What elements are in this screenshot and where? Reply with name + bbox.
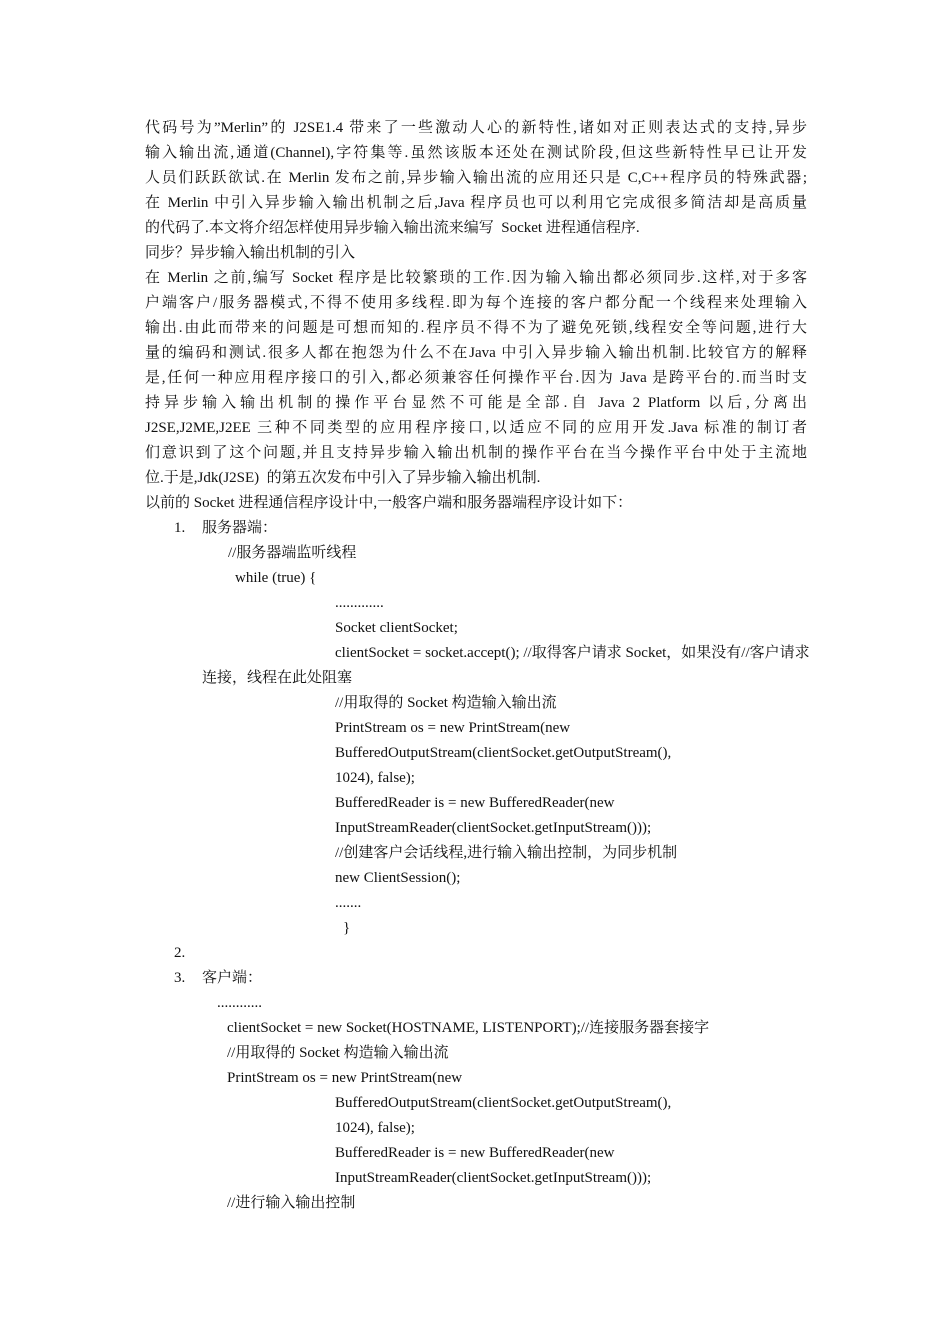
body-line-7: J2SE,J2ME,J2EE 三种不同类型的应用程序接口,以适应不同的应用开发.Java 标准的制订者	[145, 420, 807, 436]
intro-line-2: 输入输出流,通道(Channel),字符集等.虽然该版本还处在测试阶段,但这些新特性早已让开发	[145, 145, 807, 161]
intro-line-1: 代码号为”Merlin”的 J2SE1.4 带来了一些激动人心的新特性,诸如对正则表达式的支持,异步	[145, 120, 807, 136]
code-dots-1: .............	[335, 595, 384, 611]
code-accept: clientSocket = socket.accept(); //取得客户请求 Socket，如果没有//客户请求	[335, 645, 810, 661]
client-code-comment-stream: //用取得的 Socket 构造输入输出流	[227, 1045, 449, 1061]
list-number-3: 3.	[174, 970, 186, 986]
body-line-1: 在 Merlin 之前,编写 Socket 程序是比较繁琐的工作.因为输入输出都必须同步.这样,对于多客	[145, 270, 807, 286]
client-code-dots: ............	[217, 995, 262, 1011]
code-bufferedreader-1: BufferedReader is = new BufferedReader(new	[335, 795, 615, 811]
code-bufferedreader-2: InputStreamReader(clientSocket.getInputStream()));	[335, 820, 652, 836]
list-label-server: 服务器端：	[202, 520, 278, 536]
code-comment-session: //创建客户会话线程,进行输入输出控制，为同步机制	[335, 845, 678, 861]
intro-line-4: 在 Merlin 中引入异步输入输出机制之后,Java 程序员也可以利用它完成很多简洁却是高质量	[145, 195, 807, 211]
list-number-1: 1.	[174, 520, 186, 536]
client-code-printstream-2: BufferedOutputStream(clientSocket.getOutputStream(),	[335, 1095, 672, 1111]
body-line-6: 持异步输入输出机制的操作平台显然不可能是全部.自 Java 2 Platform 以后,分离出	[145, 395, 807, 411]
code-while: while (true) {	[235, 570, 317, 586]
summary-line: 以前的 Socket 进程通信程序设计中,一般客户端和服务器端程序设计如下：	[145, 495, 633, 511]
intro-line-5: 的代码了.本文将介绍怎样使用异步输入输出流来编写 Socket 进程通信程序.	[145, 220, 640, 236]
client-code-bufferedreader-2: InputStreamReader(clientSocket.getInputStream()));	[335, 1170, 652, 1186]
code-printstream-2: BufferedOutputStream(clientSocket.getOutputStream(),	[335, 745, 672, 761]
client-code-bufferedreader-1: BufferedReader is = new BufferedReader(new	[335, 1145, 615, 1161]
body-line-2: 户端客户/服务器模式,不得不使用多线程.即为每个连接的客户都分配一个线程来处理输入	[145, 295, 807, 311]
client-code-connect: clientSocket = new Socket(HOSTNAME, LISTENPORT);//连接服务器套接字	[227, 1020, 710, 1036]
code-client-session: new ClientSession();	[335, 870, 461, 886]
code-declare-socket: Socket clientSocket;	[335, 620, 458, 636]
client-code-printstream-3: 1024), false);	[335, 1120, 415, 1136]
code-accept-continued: 连接，线程在此处阻塞	[202, 670, 353, 686]
body-line-9: 位.于是,Jdk(J2SE) 的第五次发布中引入了异步输入输出机制.	[145, 470, 541, 486]
code-printstream-3: 1024), false);	[335, 770, 415, 786]
code-printstream-1: PrintStream os = new PrintStream(new	[335, 720, 571, 736]
code-comment-stream: //用取得的 Socket 构造输入输出流	[335, 695, 557, 711]
intro-line-3: 人员们跃跃欲试.在 Merlin 发布之前,异步输入输出流的应用还只是 C,C++程序员的特殊武器;	[145, 170, 807, 186]
code-close-brace: }	[343, 920, 351, 936]
list-label-client: 客户端：	[202, 970, 263, 986]
body-line-3: 输出.由此而带来的问题是可想而知的.程序员不得不为了避免死锁,线程安全等问题,进行大	[145, 320, 807, 336]
client-code-printstream-1: PrintStream os = new PrintStream(new	[227, 1070, 463, 1086]
code-comment-listen: //服务器端监听线程	[228, 545, 357, 561]
list-number-2: 2.	[174, 945, 186, 961]
section-heading: 同步？异步输入输出机制的引入	[145, 245, 356, 261]
code-dots-2: .......	[335, 895, 362, 911]
body-line-8: 们意识到了这个问题,并且支持异步输入输出机制的操作平台在当今操作平台中处于主流地	[145, 445, 807, 461]
client-code-comment-io: //进行输入输出控制	[227, 1195, 356, 1211]
body-line-5: 是,任何一种应用程序接口的引入,都必须兼容任何操作平台.因为 Java 是跨平台的.而当时支	[145, 370, 807, 386]
body-line-4: 量的编码和测试.很多人都在抱怨为什么不在Java 中引入异步输入输出机制.比较官方的解释	[145, 345, 807, 361]
